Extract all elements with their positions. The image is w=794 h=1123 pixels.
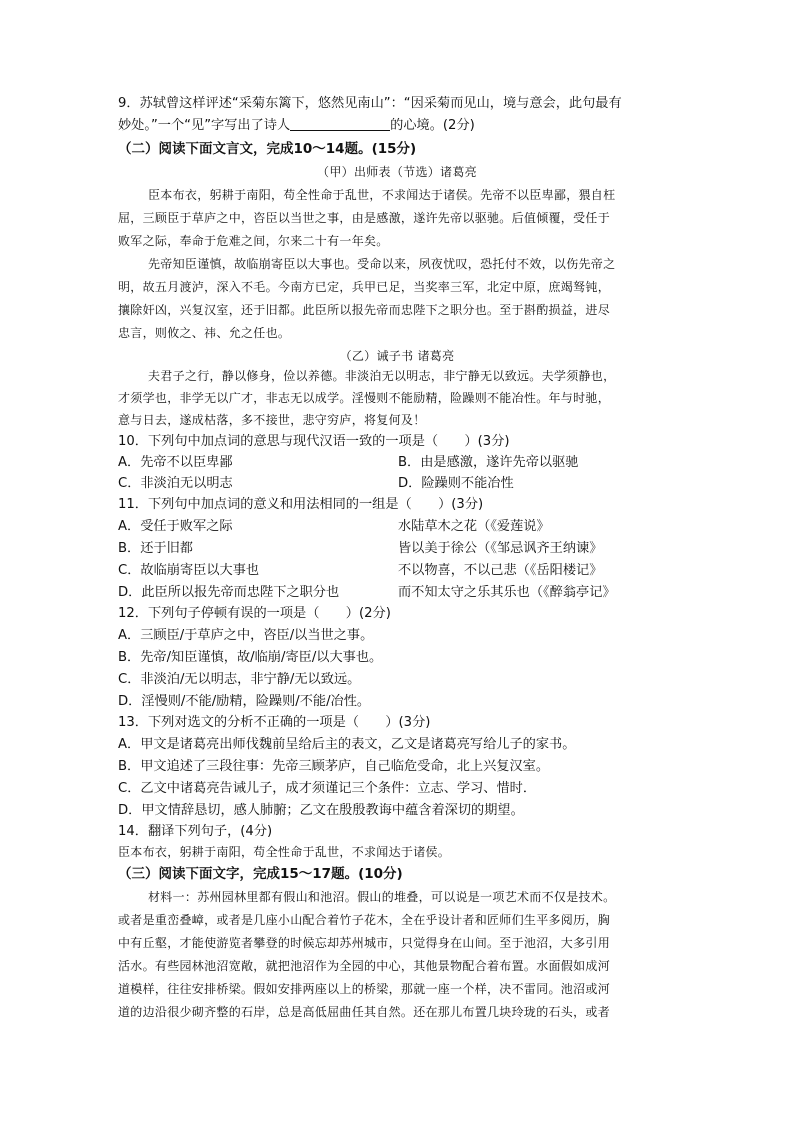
section-2-heading: （二）阅读下面文言文，完成10～14题。(15分) xyxy=(118,141,417,157)
q10-option-c[interactable]: C．非淡泊无以明志 xyxy=(118,476,233,491)
q9-line-2 xyxy=(118,116,475,135)
q11-option-b-right: 皆以美于徐公（《邹忌讽齐王纳谏》 xyxy=(398,541,603,556)
yi-title: （乙）诫子书 诸葛亮 xyxy=(339,349,455,363)
q10-stem: 10．下列句中加点词的意思与现代汉语一致的一项是（ ）(3分) xyxy=(118,434,510,449)
q13-option-b[interactable]: B．甲文追述了三段往事：先帝三顾茅庐，自己临危受命，北上兴复汉室。 xyxy=(118,759,550,774)
q12-option-a[interactable]: A．三顾臣/于草庐之中，咨臣/以当世之事。 xyxy=(118,628,374,643)
jia-line: 忠言，则攸之、祎、允之任也。 xyxy=(118,326,291,340)
material-line: 材料一：苏州园林里都有假山和池沼。假山的堆叠，可以说是一项艺术而不仅是技术。 xyxy=(148,890,616,904)
q9-line-2-end: 的心境。(2分) xyxy=(390,118,475,133)
q9-line-1: 9．苏轼曾这样评述“采菊东篱下，悠然见南山”：“因采菊而见山，境与意会，此句最有 xyxy=(118,96,622,111)
q12-option-b[interactable]: B．先帝/知臣谨慎，故/临崩/寄臣/以大事也。 xyxy=(118,650,383,665)
q12-option-d[interactable]: D．淫慢则/不能/励精，险躁则/不能/冶性。 xyxy=(118,694,371,709)
q10-option-b[interactable]: B．由是感激，遂许先帝以驱驰 xyxy=(398,455,579,470)
answer-blank[interactable] xyxy=(290,116,390,131)
q12-stem: 12．下列句子停顿有误的一项是（ ）(2分) xyxy=(118,606,391,621)
section-3-heading: （三）阅读下面文字，完成15～17题。(10分) xyxy=(118,866,403,882)
jia-line: 明，故五月渡泸，深入不毛。今南方已定，兵甲已足，当奖率三军，北定中原，庶竭驽钝， xyxy=(118,280,611,294)
yi-line: 意与日去，遂成枯落，多不接世，悲守穷庐，将复何及！ xyxy=(118,413,426,427)
yi-line: 夫君子之行，静以修身，俭以养德。非淡泊无以明志，非宁静无以致远。夫学须静也， xyxy=(148,369,616,383)
material-line: 活水。有些园林池沼宽敞，就把池沼作为全园的中心，其他景物配合着布置。水面假如成河 xyxy=(118,959,611,973)
yi-line: 才须学也，非学无以广才，非志无以成学。淫慢则不能励精，险躁则不能冶性。年与时驰， xyxy=(118,391,611,405)
jia-line: 攘除奸凶，兴复汉室，还于旧都。此臣所以报先帝而忠陛下之职分也。至于斟酌损益，进尽 xyxy=(118,303,611,317)
q12-option-c[interactable]: C．非淡泊/无以明志，非宁静/无以致远。 xyxy=(118,672,361,687)
q11-option-a-left[interactable]: A．受任于败军之际 xyxy=(118,519,233,534)
q11-option-c-right: 不以物喜，不以己悲（《岳阳楼记》 xyxy=(398,563,603,578)
jia-line: 先帝知臣谨慎，故临崩寄臣以大事也。受命以来，夙夜忧叹，恐托付不效，以伤先帝之 xyxy=(148,257,616,271)
q9-line-2-start: 妙处。”一个“见”字写出了诗人 xyxy=(118,118,291,133)
q10-option-d[interactable]: D．险躁则不能冶性 xyxy=(398,476,514,491)
q14-stem: 14．翻译下列句子，(4分) xyxy=(118,824,273,839)
q13-option-d[interactable]: D．甲文情辞恳切，感人肺腑；乙文在殷殷教诲中蕴含着深切的期望。 xyxy=(118,803,524,818)
jia-title: （甲）出师表（节选）诸葛亮 xyxy=(317,165,477,179)
q14-sentence: 臣本布衣，躬耕于南阳，苟全性命于乱世，不求闻达于诸侯。 xyxy=(118,845,451,859)
jia-line: 臣本布衣，躬耕于南阳，苟全性命于乱世，不求闻达于诸侯。先帝不以臣卑鄙，猥自枉 xyxy=(148,188,616,202)
q13-stem: 13．下列对选文的分析不正确的一项是（ ）(3分) xyxy=(118,715,431,730)
q11-option-c-left[interactable]: C．故临崩寄臣以大事也 xyxy=(118,563,260,578)
q11-option-a-right: 水陆草木之花（《爱莲说》 xyxy=(398,519,550,534)
q13-option-a[interactable]: A．甲文是诸葛亮出师伐魏前呈给后主的表文，乙文是诸葛亮写给儿子的家书。 xyxy=(118,737,576,752)
jia-line: 屈，三顾臣于草庐之中，咨臣以当世之事，由是感激，遂许先帝以驱驰。后值倾覆，受任于 xyxy=(118,211,611,225)
q13-option-c[interactable]: C．乙文中诸葛亮告诫儿子，成才须谨记三个条件：立志、学习、惜时． xyxy=(118,781,537,796)
q10-option-a[interactable]: A．先帝不以臣卑鄙 xyxy=(118,455,233,470)
jia-line: 败军之际，奉命于危难之间，尔来二十有一年矣。 xyxy=(118,234,389,248)
material-line: 道模样，往往安排桥梁。假如安排两座以上的桥梁，那就一座一个样，决不雷同。池沼或河 xyxy=(118,982,611,996)
material-line: 或者是重峦叠嶂，或者是几座小山配合着竹子花木，全在乎设计者和匠师们生平多阅历，胸 xyxy=(118,913,611,927)
material-line: 中有丘壑，才能使游览者攀登的时候忘却苏州城市，只觉得身在山间。至于池沼，大多引用 xyxy=(118,936,611,950)
q11-option-d-left[interactable]: D．此臣所以报先帝而忠陛下之职分也 xyxy=(118,585,340,600)
q11-option-b-left[interactable]: B．还于旧都 xyxy=(118,541,193,556)
material-line: 道的边沿很少砌齐整的石岸，总是高低屈曲任其自然。还在那儿布置几块玲珑的石头，或者 xyxy=(118,1005,611,1019)
q11-stem: 11．下列句中加点词的意义和用法相同的一组是（ ）(3分) xyxy=(118,497,484,512)
q11-option-d-right: 而不知太守之乐其乐也（《醉翁亭记》 xyxy=(398,585,616,600)
